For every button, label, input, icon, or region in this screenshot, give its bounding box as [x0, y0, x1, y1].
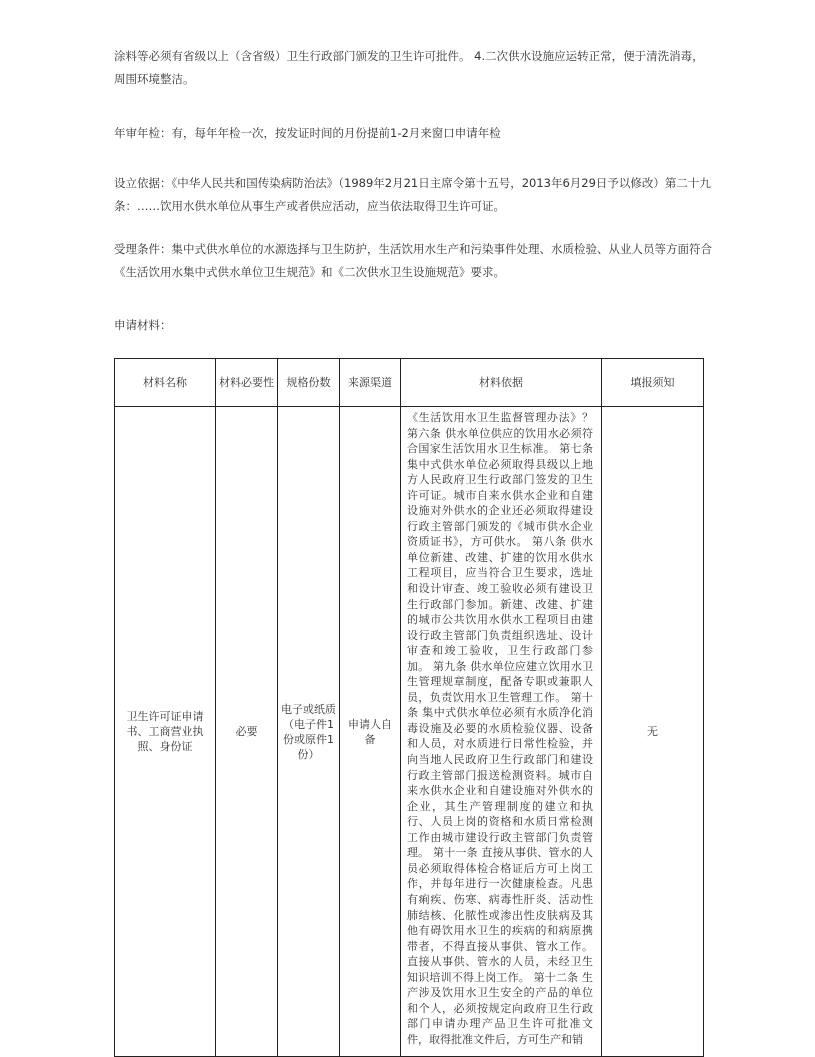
paragraph-application-materials-heading: 申请材料： — [114, 318, 172, 332]
paragraph-materials-requirement: 涂料等必须有省级以上（含省级）卫生行政部门颁发的卫生许可批件。 4.二次供水设施应运转正常，便于清洗消毒，周围环境整洁。 — [114, 49, 704, 86]
header-required: 材料必要性 — [216, 359, 278, 407]
header-material-name: 材料名称 — [115, 359, 216, 407]
header-source: 来源渠道 — [340, 359, 401, 407]
cell-notes: 无 — [602, 407, 704, 1057]
cell-required: 必要 — [216, 407, 278, 1057]
cell-source: 申请人自备 — [340, 407, 401, 1057]
header-spec-copies: 规格份数 — [278, 359, 340, 407]
table-header-row — [115, 359, 704, 407]
cell-material-name: 卫生许可证申请书、工商营业执照、身份证 — [115, 407, 216, 1057]
cell-spec-copies: 电子或纸质（电子件1份或原件1份） — [278, 407, 340, 1057]
cell-basis: 《生活饮用水卫生监督管理办法》？第六条 供水单位供应的饮用水必须符合国家生活饮用水卫生标准。 第七条 集中式供水单位必须取得县级以上地方人民政府卫生行政部门签发的卫生许可证。城市自来水供水企业和自建设施对外供水的企业还必须取得建设行政主管部门颁发的《城市供水企业资质证书》，方可供水。 第八条 供水单位新建、改建、扩建的饮用水供水工程项目，应当符合卫生要求，选址和设计审查、竣工验收必须有建设卫生行政部门参加。新建、改建、扩建的城市公共饮用水供水工程项目由建设行政主管部门负责组织选址、设计审查和竣工验收，卫生行政部门参加。 第九条 供水单位应建立饮用水卫生管理规章制度，配备专职或兼职人员，负责饮用水卫生管理工作。 第十条 集中式供水单位必须有水质净化消毒设施及必要的水质检验仪器、设备和人员，对水质进行日常性检验，并向当地人民政府卫生行政部门和建设行政主管部门报送检测资料。城市自来水供水企业和自建设施对外供水的企业，其生产管理制度的建立和执行、人员上岗的资格和水质日常检测工作由城市建设行政主管部门负责管理。 第十一条 直接从事供、管水的人员必须取得体检合格证后方可上岗工作，并每年进行一次健康检查。凡患有痢疾、伤寒、病毒性肝炎、活动性肺结核、化脓性或渗出性皮肤病及其他有碍饮用水卫生的疾病的和病原携带者，不得直接从事供、管水工作。直接从事供、管水的人员，未经卫生知识培训不得上岗工作。 第十二条 生产涉及饮用水卫生安全的产品的单位和个人，必须按规定向政府卫生行政部门申请办理产品卫生许可批准文件，取得批准文件后，方可生产和销 — [401, 407, 602, 1057]
materials-table — [114, 358, 704, 1057]
paragraph-legal-basis: 设立依据：《中华人民共和国传染病防治法》（1989年2月21日主席令第十五号，2013年6月29日予以修改）第二十九条：……饮用水供水单位从事生产或者供应活动，应当依法取得卫生许可证。 — [114, 176, 711, 213]
header-notes: 填报须知 — [602, 359, 704, 407]
paragraph-annual-review: 年审年检：有，每年年检一次，按发证时间的月份提前1-2月来窗口申请年检 — [114, 126, 501, 140]
paragraph-acceptance-conditions: 受理条件：集中式供水单位的水源选择与卫生防护，生活饮用水生产和污染事件处理、水质检验、从业人员等方面符合《生活饮用水集中式供水单位卫生规范》和《二次供水卫生设施规范》要求。 — [114, 242, 712, 279]
header-basis: 材料依据 — [401, 359, 602, 407]
table-row — [115, 407, 704, 1057]
